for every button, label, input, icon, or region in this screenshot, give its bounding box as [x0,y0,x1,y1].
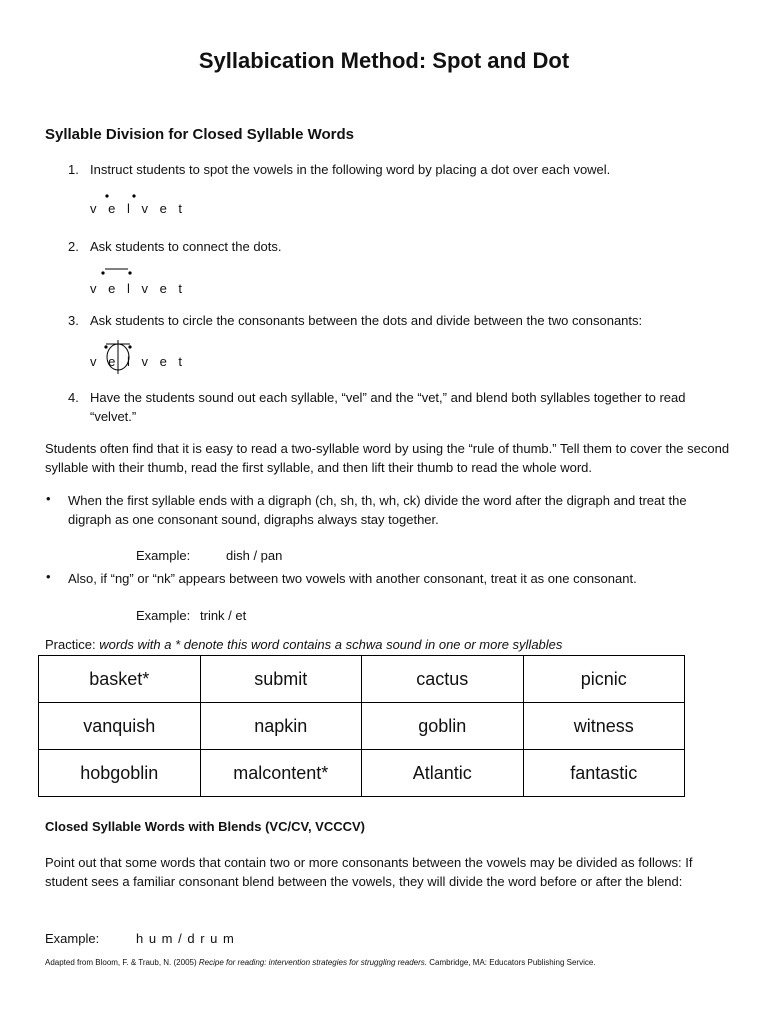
step-text: Instruct students to spot the vowels in the following word by placing a dot over each vowel. [90,162,611,177]
example-word-velvet: v e l v e t [90,354,187,369]
example-value: trink / et [200,608,247,623]
section-heading-closed-syllable: Syllable Division for Closed Syllable Words [45,126,354,143]
citation-title: Recipe for reading: intervention strategies for struggling readers. [198,958,427,967]
table-cell: vanquish [39,703,201,750]
table-cell: cactus [362,656,524,703]
example-label: Example: [136,548,191,563]
example-word-velvet: v e l v e t [90,201,187,216]
example-word-velvet: v e l v e t [90,281,187,296]
table-cell: malcontent* [200,750,362,797]
example-label: Example: [136,608,191,623]
rule-of-thumb-paragraph: Students often find that it is easy to read a two-syllable word by using the “rule of thumb.” Tell them to cover the second syllable with their thumb, read the first syllable, and then lift their thumb to read the whole word. [45,441,730,475]
bullet-text: Also, if “ng” or “nk” appears between two vowels with another consonant, treat it as one consonant. [68,571,637,586]
bullet-text: When the first syllable ends with a digraph (ch, sh, th, wh, ck) divide the word after the digraph and treat the digraph as one consonant sound, digraphs always stay together. [68,493,687,527]
table-cell: witness [523,703,685,750]
page-title: Syllabication Method: Spot and Dot [198,48,570,73]
blends-paragraph: Point out that some words that contain two or more consonants between the vowels may be divided as follows: If student sees a familiar consonant blend between the vowels, they will divide the word before or after the blend: [45,855,693,889]
example-digraph [136,548,282,563]
step-text: Have the students sound out each syllable, “vel” and the “vet,” and blend both syllables together to read “velvet.” [90,390,686,424]
bullet-icon: • [46,569,51,584]
step-number: 1. [68,162,79,177]
vowel-dot [105,194,108,197]
table-cell: fantastic [523,750,685,797]
table-row [39,656,685,703]
table-cell: goblin [362,703,524,750]
step-number: 2. [68,239,79,254]
citation-publisher: Cambridge, MA: Educators Publishing Service. [429,958,596,967]
vowel-dot [104,345,107,348]
vowel-dot [128,345,131,348]
example-ng-nk [136,608,246,623]
example-blend [45,931,235,946]
vowel-dot [101,271,104,274]
table-row [39,703,685,750]
table-cell: Atlantic [362,750,524,797]
bullet-icon: • [46,491,51,506]
table-cell: submit [200,656,362,703]
step-number: 4. [68,390,79,405]
step-text: Ask students to connect the dots. [90,239,282,254]
bullet-digraph [0,491,768,531]
vowel-dot [128,271,131,274]
table-cell: napkin [200,703,362,750]
table-cell: hobgoblin [39,750,201,797]
practice-word-table [38,655,685,797]
step-text: Ask students to circle the consonants between the dots and divide between the two consonants: [90,313,643,328]
vowel-dot [132,194,135,197]
practice-note: words with a * denote this word contains a schwa sound in one or more syllables [99,637,563,652]
section-heading-blends: Closed Syllable Words with Blends (VC/CV, VCCCV) [45,819,366,834]
practice-line [45,637,562,652]
step-number: 3. [68,313,79,328]
example-value: dish / pan [226,548,283,563]
example-value: h u m / d r u m [136,931,235,946]
practice-label: Practice: [45,637,96,652]
citation-authors: Adapted from Bloom, F. & Traub, N. (2005) [45,958,197,967]
example-label: Example: [45,931,100,946]
table-cell: basket* [39,656,201,703]
table-cell: picnic [523,656,685,703]
footnote-citation [45,958,596,967]
bullet-ng-nk [0,569,768,589]
table-row [39,750,685,797]
